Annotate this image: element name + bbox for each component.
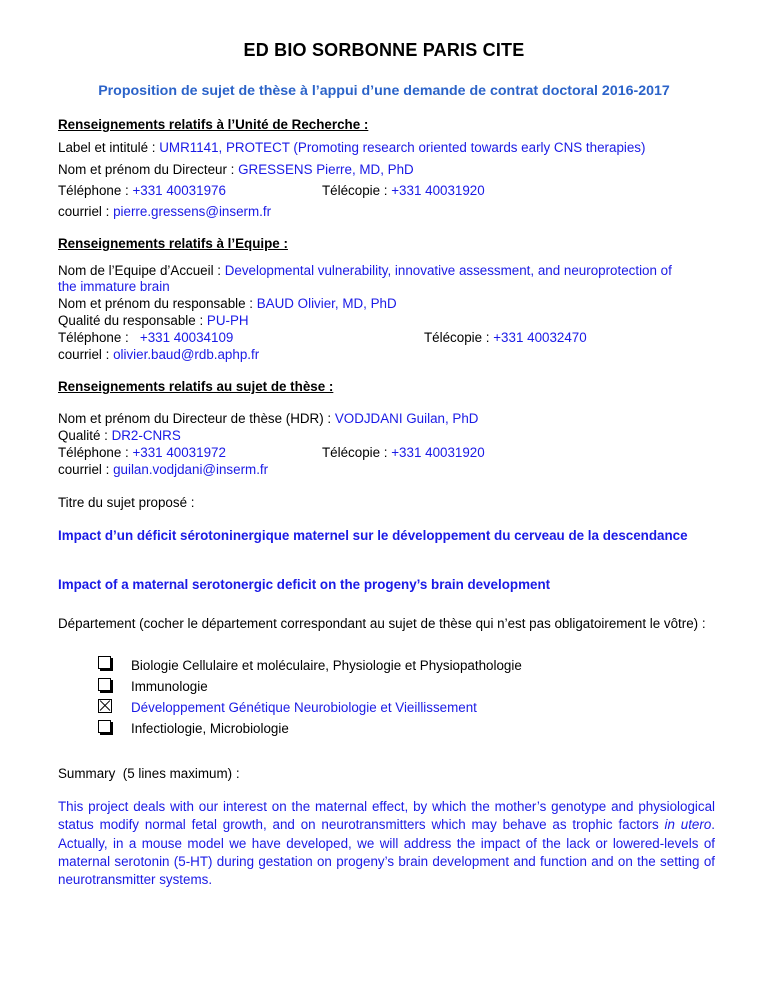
unit-fax-line — [322, 183, 485, 199]
thesis-director-prefix: Nom et prénom du Directeur de thèse (HDR) : — [58, 411, 335, 426]
unit-phone-value: +331 40031976 — [132, 183, 226, 198]
unit-email-line — [58, 204, 271, 220]
thesis-title-fr: Impact d’un déficit sérotoninergique maternel sur le développement du cerveau de la descendance — [58, 528, 688, 543]
thesis-email-value[interactable]: guilan.vodjdani@inserm.fr — [113, 462, 269, 477]
thesis-phone-line — [58, 445, 226, 461]
summary-text — [58, 798, 715, 889]
unit-director-value: GRESSENS Pierre, MD, PhD — [238, 162, 414, 177]
unit-label-line — [58, 140, 645, 156]
team-quality-prefix: Qualité du responsable : — [58, 313, 207, 328]
document-title: ED BIO SORBONNE PARIS CITE — [243, 40, 525, 60]
team-head-prefix: Nom et prénom du responsable : — [58, 296, 257, 311]
team-name-line — [58, 263, 672, 279]
thesis-title-en: Impact of a maternal serotonergic deficit on the progeny’s brain development — [58, 577, 551, 592]
team-phone-prefix: Téléphone : — [58, 330, 140, 345]
unit-label-value: UMR1141, PROTECT (Promoting research oriented towards early CNS therapies) — [159, 140, 646, 155]
team-quality-line — [58, 313, 249, 329]
document-subtitle: Proposition de sujet de thèse à l’appui d’une demande de contrat doctoral 2016-2017 — [98, 83, 670, 99]
summary-label: Summary (5 lines maximum) : — [58, 766, 240, 781]
team-email-value[interactable]: olivier.baud@rdb.aphp.fr — [113, 347, 260, 362]
department-option-1: Biologie Cellulaire et moléculaire, Physiologie et Physiopathologie — [131, 658, 522, 673]
unit-phone-prefix: Téléphone : — [58, 183, 133, 198]
thesis-quality-line — [58, 428, 181, 444]
department-checkbox-4[interactable] — [98, 720, 111, 733]
thesis-heading: Renseignements relatifs au sujet de thèse : — [58, 379, 334, 394]
team-head-value: BAUD Olivier, MD, PhD — [256, 296, 397, 311]
team-name-prefix: Nom de l’Equipe d’Accueil : — [58, 263, 225, 278]
summary-italic: in utero — [664, 817, 712, 833]
unit-email-value[interactable]: pierre.gressens@inserm.fr — [113, 204, 272, 219]
team-name-value-1: Developmental vulnerability, innovative assessment, and neuroprotection of — [224, 263, 672, 278]
department-option-4: Infectiologie, Microbiologie — [131, 721, 289, 736]
team-email-line — [58, 347, 259, 363]
unit-label-prefix: Label et intitulé : — [58, 140, 160, 155]
team-fax-prefix: Télécopie : — [424, 330, 494, 345]
unit-director-prefix: Nom et prénom du Directeur : — [58, 162, 239, 177]
team-quality-value: PU-PH — [206, 313, 249, 328]
thesis-director-line — [58, 411, 478, 427]
department-option-3: Développement Génétique Neurobiologie et Vieillissement — [131, 700, 477, 715]
thesis-quality-prefix: Qualité : — [58, 428, 112, 443]
team-phone-value: +331 40034109 — [139, 330, 234, 345]
team-head-line — [58, 296, 397, 312]
department-checkbox-1[interactable] — [98, 656, 111, 669]
team-fax-value: +331 40032470 — [493, 330, 587, 345]
thesis-director-value: VODJDANI Guilan, PhD — [334, 411, 479, 426]
thesis-fax-line — [322, 445, 485, 461]
team-heading: Renseignements relatifs à l’Equipe : — [58, 236, 288, 251]
unit-director-line — [58, 162, 414, 178]
unit-heading: Renseignements relatifs à l’Unité de Recherche : — [58, 117, 369, 132]
unit-email-prefix: courriel : — [58, 204, 114, 219]
department-option-2: Immunologie — [131, 679, 208, 694]
summary-part-1: This project deals with our interest on the maternal effect, by which the mother’s genotype and physiological status modify normal fetal growth, and on neurotransmitters which may behave as trophic factors — [58, 799, 715, 833]
team-email-prefix: courriel : — [58, 347, 114, 362]
thesis-email-line — [58, 462, 268, 478]
thesis-title-label: Titre du sujet proposé : — [58, 495, 195, 510]
team-phone-line — [58, 330, 233, 346]
team-fax-line — [424, 330, 587, 346]
department-checkbox-3-checked[interactable] — [98, 699, 112, 713]
summary-part-2: . Actually, in a mouse model we have developed, we will address the impact of the lack or lowered-levels of maternal serotonin (5-HT) during gestation on progeny’s brain development and function and on the setting of neurotransmitter systems. — [58, 817, 716, 888]
department-checkbox-2[interactable] — [98, 678, 111, 691]
unit-fax-prefix: Télécopie : — [322, 183, 392, 198]
thesis-phone-prefix: Téléphone : — [58, 445, 133, 460]
thesis-fax-value: +331 40031920 — [391, 445, 485, 460]
unit-phone-line — [58, 183, 226, 199]
unit-fax-value: +331 40031920 — [391, 183, 485, 198]
thesis-email-prefix: courriel : — [58, 462, 114, 477]
team-name-value-2: the immature brain — [58, 279, 170, 294]
thesis-quality-value: DR2-CNRS — [111, 428, 181, 443]
thesis-phone-value: +331 40031972 — [132, 445, 226, 460]
thesis-fax-prefix: Télécopie : — [322, 445, 392, 460]
department-label: Département (cocher le département correspondant au sujet de thèse qui n’est pas obligatoirement le vôtre) : — [58, 616, 706, 631]
